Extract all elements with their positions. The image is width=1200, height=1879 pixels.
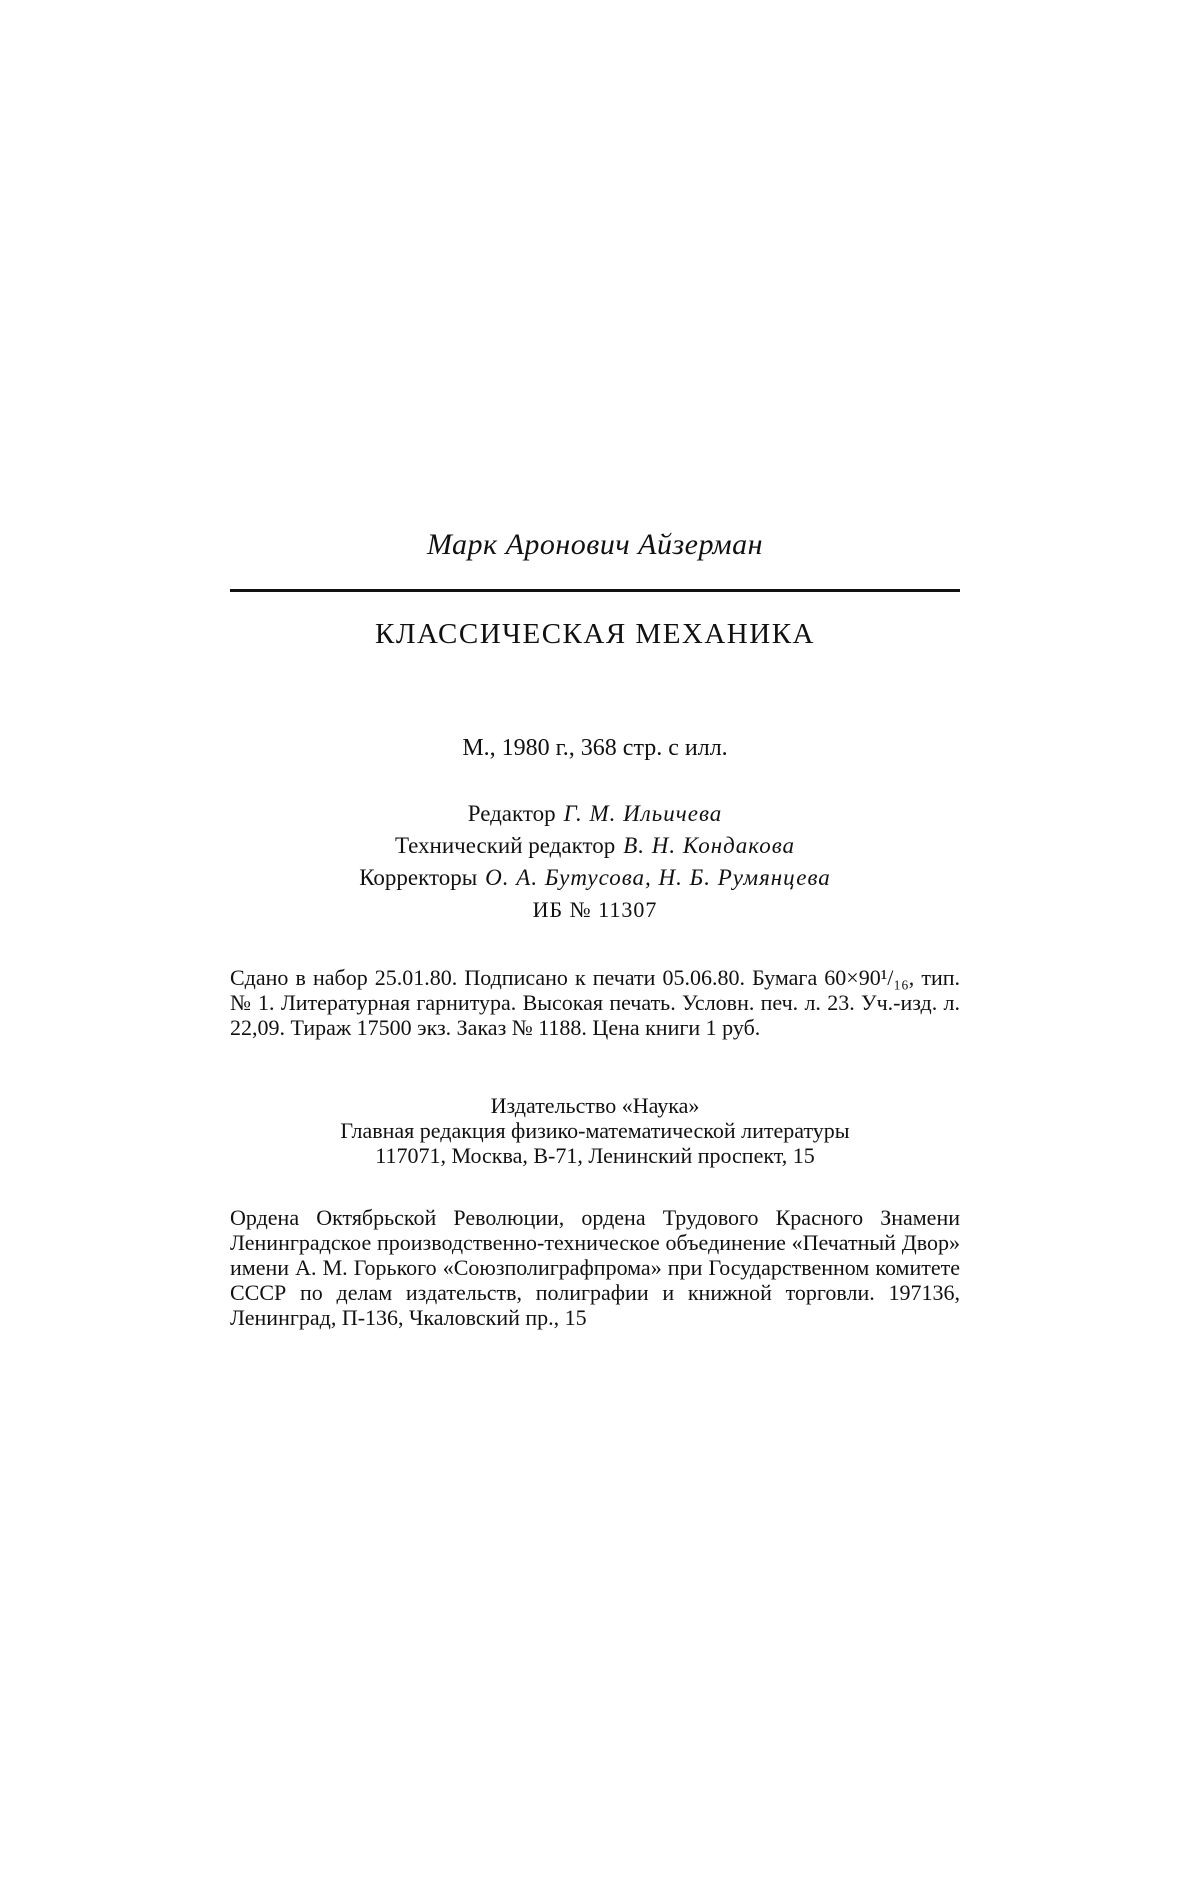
- credit-editor: [230, 798, 960, 830]
- credit-names: О. А. Бутусова, Н. Б. Румянцева: [485, 865, 831, 890]
- ib-number: ИБ № 11307: [532, 897, 658, 922]
- publisher-address: 117071, Москва, В-71, Ленинский проспект, 15: [375, 1143, 815, 1168]
- book-title: КЛАССИЧЕСКАЯ МЕХАНИКА: [375, 618, 815, 650]
- print-specs-paragraph: Сдано в набор 25.01.80. Подписано к печати 05.06.80. Бумага 60×90¹/₁₆, тип. № 1. Литературная гарнитура. Высокая печать. Условн. печ. л. 23. Уч.-изд. л. 22,09. Тираж 17500 экз. Заказ № 1188. Цена книги 1 руб.: [230, 965, 960, 1040]
- credit-technical-editor: [230, 830, 960, 862]
- credit-role: Технический редактор: [394, 833, 616, 858]
- publisher-division: Главная редакция физико-математической литературы: [340, 1118, 850, 1143]
- author-name: Марк Аронович Айзерман: [426, 528, 764, 561]
- credit-role: Корректоры: [359, 865, 478, 890]
- credit-names: В. Н. Кондакова: [623, 833, 796, 858]
- publisher-block: [230, 1093, 960, 1168]
- title-divider: [230, 589, 960, 592]
- credit-role: Редактор: [467, 801, 556, 826]
- credits-block: [230, 798, 960, 894]
- printer-paragraph: Ордена Октябрьской Революции, ордена Трудового Красного Знамени Ленинградское производственно-техническое объединение «Печатный Двор» имени А. М. Горького «Союзполиграфпрома» при Государственном комитете СССР по делам издательств, полиграфии и книжной торговли. 197136, Ленинград, П-136, Чкаловский пр., 15: [230, 1205, 960, 1330]
- imprint-line: М., 1980 г., 368 стр. с илл.: [462, 735, 728, 761]
- credit-proofreaders: [230, 862, 960, 894]
- credit-names: Г. М. Ильичева: [563, 801, 723, 826]
- publisher-name: Издательство «Наука»: [490, 1093, 700, 1118]
